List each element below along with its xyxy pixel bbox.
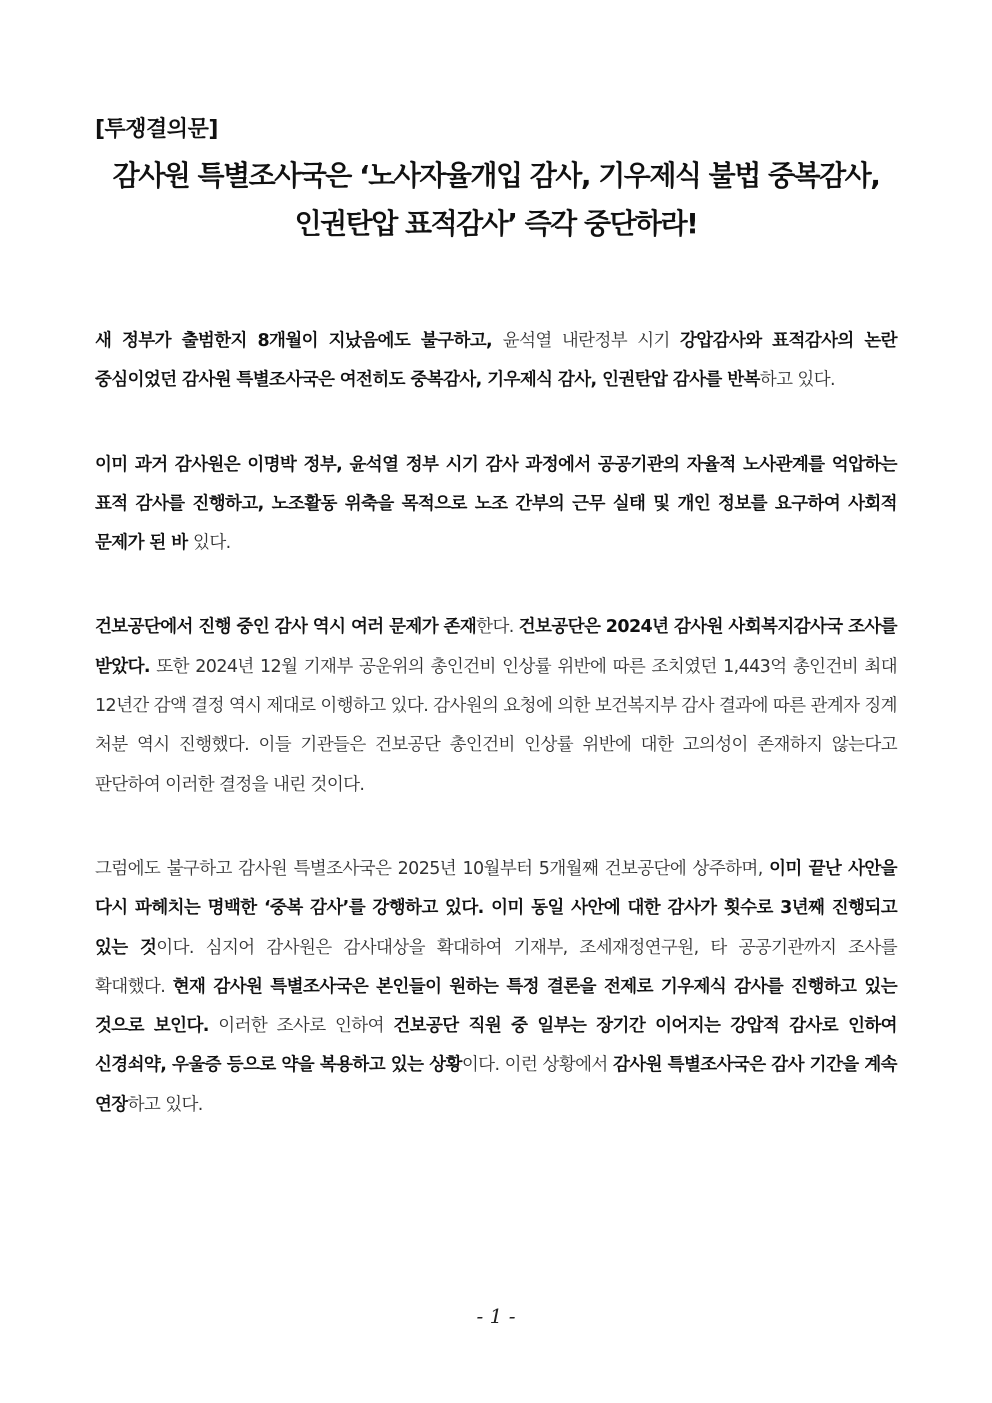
bold-text-run: 이미 끝난 사안을 다시 파헤치는 명백한 ‘중복 감사’를 강행하고 있다. 이미 동일 사안에 대한 감사가 횟수로 3년째 진행되고 있는 것 [95,858,897,958]
document-label: [투쟁결의문] [95,117,218,142]
text-run: 윤석열 내란정부 시기 [502,331,680,351]
text-run: 한다. [476,617,519,638]
document-title [70,152,922,248]
bold-text-run: 이미 과거 감사원은 이명박 정부, 윤석열 정부 시기 감사 과정에서 공공기관의 자율적 노사관계를 억압하는 표적 감사를 진행하고, 노조활동 위축을 목적으로 노조 간부의 근무 실태 및 개인 정보를 요구하여 사회적 문제가 된 바 [95,454,897,554]
text-run: 또한 2024년 12월 기재부 공운위의 총인건비 인상률 위반에 따른 조치였던 1,443억 총인건비 최대 12년간 감액 결정 역시 제대로 이행하고 있다. 감사원의 요청에 의한 보건복지부 감사 결과에 따른 관계자 징계 처분 역시 진행했다. 이들 기관들은 건보공단 총인건비 인상률 위반에 대한 고의성이 존재하지 않는다고 판단하여 이러한 결정을 내린 것이다. [95,656,897,795]
text-run: 이러한 조사로 인하여 [208,1016,394,1037]
bold-text-run: 강압감사와 표적감사의 논란 중심이었던 감사원 특별조사국은 여전히도 중복감사, 기우제식 감사, 인권탄압 감사를 반복 [95,331,897,391]
text-run: 하고 있다. [127,1094,203,1115]
text-run: 이다. 심지어 감사원은 감사대상을 확대하여 기재부, 조세재정연구원, 타 공공기관까지 조사를 확대했다. [95,937,897,997]
paragraph-1 [95,322,897,401]
paragraph-2 [95,446,897,564]
paragraph-3 [95,608,897,804]
text-run: 이다. 이런 상황에서 [461,1055,613,1076]
text-run: 하고 있다. [759,370,835,391]
text-run: 있다. [193,533,231,554]
document-body [95,322,897,1170]
bold-text-run: 새 정부가 출범한지 8개월이 지났음에도 불구하고, [95,331,503,351]
bold-text-run: 현재 감사원 특별조사국은 본인들이 원하는 특정 결론을 전제로 기우제식 감사를 진행하고 있는 것으로 보인다. [95,976,898,1037]
bold-text-run: 건보공단에서 진행 중인 감사 역시 여러 문제가 존재 [95,617,477,638]
paragraph-4 [95,850,897,1125]
text-run: 그럼에도 불구하고 감사원 특별조사국은 2025년 10월부터 5개월째 건보공단에 상주하며, [95,858,770,879]
bold-text-run: 감사원 특별조사국은 감사 기간을 계속 연장 [95,1055,897,1115]
title-line-2: 인권탄압 표적감사’ 즉각 중단하라! [294,207,698,240]
bold-text-run: 건보공단은 2024년 감사원 사회복지감사국 조사를 받았다. [95,617,897,677]
title-line-1: 감사원 특별조사국은 ‘노사자율개입 감사, 기우제식 불법 중복감사, [112,159,880,192]
page-number: - 1 - [476,1304,516,1328]
bold-text-run: 건보공단 직원 중 일부는 장기간 이어지는 강압적 감사로 인하여 신경쇠약, 우울증 등으로 약을 복용하고 있는 상황 [95,1016,897,1076]
